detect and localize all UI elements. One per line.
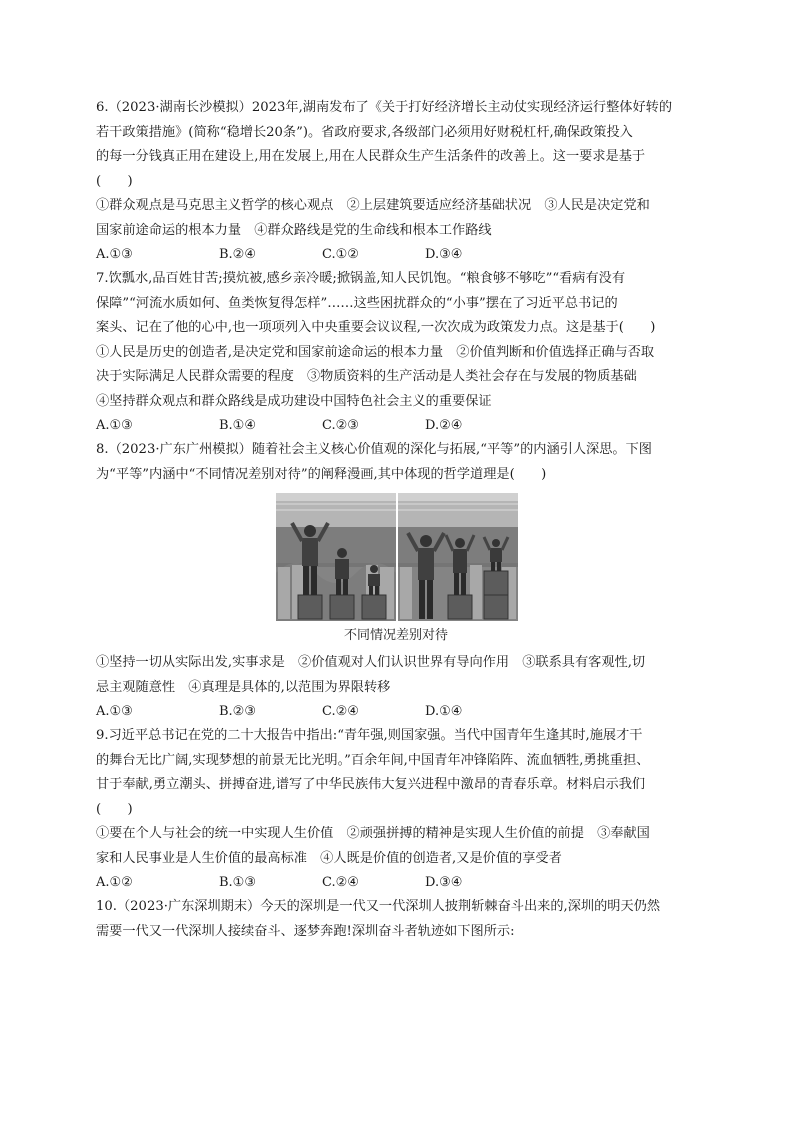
question-10 [96,895,696,944]
q10-line: 需要一代又一代深圳人接续奋斗、逐梦奔跑!深圳奋斗者轨迹如下图所示: [96,923,515,939]
question-7 [96,267,696,438]
q6-options [96,243,696,267]
equality-cartoon [276,493,516,621]
q7-line: 决于实际满足人民群众需要的程度 ③物质资料的生产活动是人类社会存在与发展的物质基础 [96,369,637,384]
question-6 [96,96,696,267]
option-d[interactable]: D.③④ [425,875,463,890]
q7-line: ①人民是历史的创造者,是决定党和国家前途命运的根本力量 ②价值判断和价值选择正确与否取 [96,344,655,360]
option-a[interactable]: A.①③ [96,704,133,719]
q6-line: ①群众观点是马克思主义哲学的核心观点 ②上层建筑要适应经济基础状况 ③人民是决定党和 [96,198,650,213]
option-a[interactable]: A.①② [96,875,133,890]
q8-line: 忌主观随意性 ④真理是具体的,以范围为界限转移 [96,679,391,695]
cartoon-panel-equal [276,493,396,621]
q7-options [96,414,696,438]
option-d[interactable]: D.③④ [425,247,463,262]
option-c[interactable]: C.②④ [322,704,359,719]
q9-line: 家和人民事业是人生价值的最高标准 ④人既是价值的创造者,又是价值的享受者 [96,850,562,866]
option-b[interactable]: B.②④ [219,247,256,262]
question-8 [96,438,696,724]
q10-line: 10.（2023·广东深圳期末）今天的深圳是一代又一代深圳人披荆斩棘奋斗出来的,深圳的明天仍然 [96,899,661,914]
option-a[interactable]: A.①③ [96,418,133,433]
q9-line: ①要在个人与社会的统一中实现人生价值 ②顽强拼搏的精神是实现人生价值的前提 ③奉献国 [96,826,650,841]
q6-line: 若干政策措施》(简称“稳增长20条”)。省政府要求,各级部门必须用好财税杠杆,确保政策投入 [96,124,633,140]
question-9 [96,724,696,895]
q6-line: 6.（2023·湖南长沙模拟）2023年,湖南发布了《关于打好经济增长主动仗实现经济运行整体好转的 [96,100,673,115]
q9-line: ( ) [96,801,133,817]
q8-line: 8.（2023·广东广州模拟）随着社会主义核心价值观的深化与拓展,“平等”的内涵引人深思。下图 [96,442,652,457]
option-c[interactable]: C.①② [322,247,359,262]
option-b[interactable]: B.②③ [219,704,256,719]
cartoon-panel-equity [398,493,518,621]
q6-line: 的每一分钱真正用在建设上,用在发展上,用在人民群众生产生活条件的改善上。这一要求是基于 [96,149,646,164]
option-c[interactable]: C.②④ [322,875,359,890]
option-b[interactable]: B.①④ [219,418,256,433]
q8-options [96,700,696,724]
q9-line: 的舞台无比广阔,实现梦想的前景无比光明。”百余年间,中国青年冲锋陷阵、流血牺牲,勇挑重担、 [96,752,650,768]
q7-line: 7.饮瓢水,品百姓甘苦;摸炕被,感乡亲冷暖;掀锅盖,知人民饥饱。“粮食够不够吃”“看病有没有 [96,271,626,286]
q7-line: 案头、记在了他的心中,也一项项列入中央重要会议议程,一次次成为政策发力点。这是基于( ) [96,320,656,335]
q9-line: 甘于奉献,勇立潮头、拼搏奋进,谱写了中华民族伟大复兴进程中激昂的青春乐章。材料启示我们 [96,777,646,792]
q6-line: 国家前途命运的根本力量 ④群众路线是党的生命线和根本工作路线 [96,222,492,238]
q7-line: ④坚持群众观点和群众路线是成功建设中国特色社会主义的重要保证 [96,393,492,409]
q7-line: 保障”“河流水质如何、鱼类恢复得怎样”……这些困扰群众的“小事”摆在了习近平总书记的 [96,295,618,311]
q9-options [96,871,696,895]
q8-line: ①坚持一切从实际出发,实事求是 ②价值观对人们认识世界有导向作用 ③联系具有客观性,切 [96,655,646,670]
q9-line: 9.习近平总书记在党的二十大报告中指出:“青年强,则国家强。当代中国青年生逢其时,施展才干 [96,728,643,743]
q8-line: 为“平等”内涵中“不同情况差别对待”的阐释漫画,其中体现的哲学道理是( ) [96,466,547,482]
option-a[interactable]: A.①③ [96,247,133,262]
option-b[interactable]: B.①③ [219,875,256,890]
document-page [96,96,696,944]
option-c[interactable]: C.②③ [322,418,359,433]
option-d[interactable]: D.①④ [425,704,463,719]
cartoon-caption: 不同情况差别对待 [343,628,448,643]
q6-line: ( ) [96,173,133,189]
option-d[interactable]: D.②④ [425,418,463,433]
